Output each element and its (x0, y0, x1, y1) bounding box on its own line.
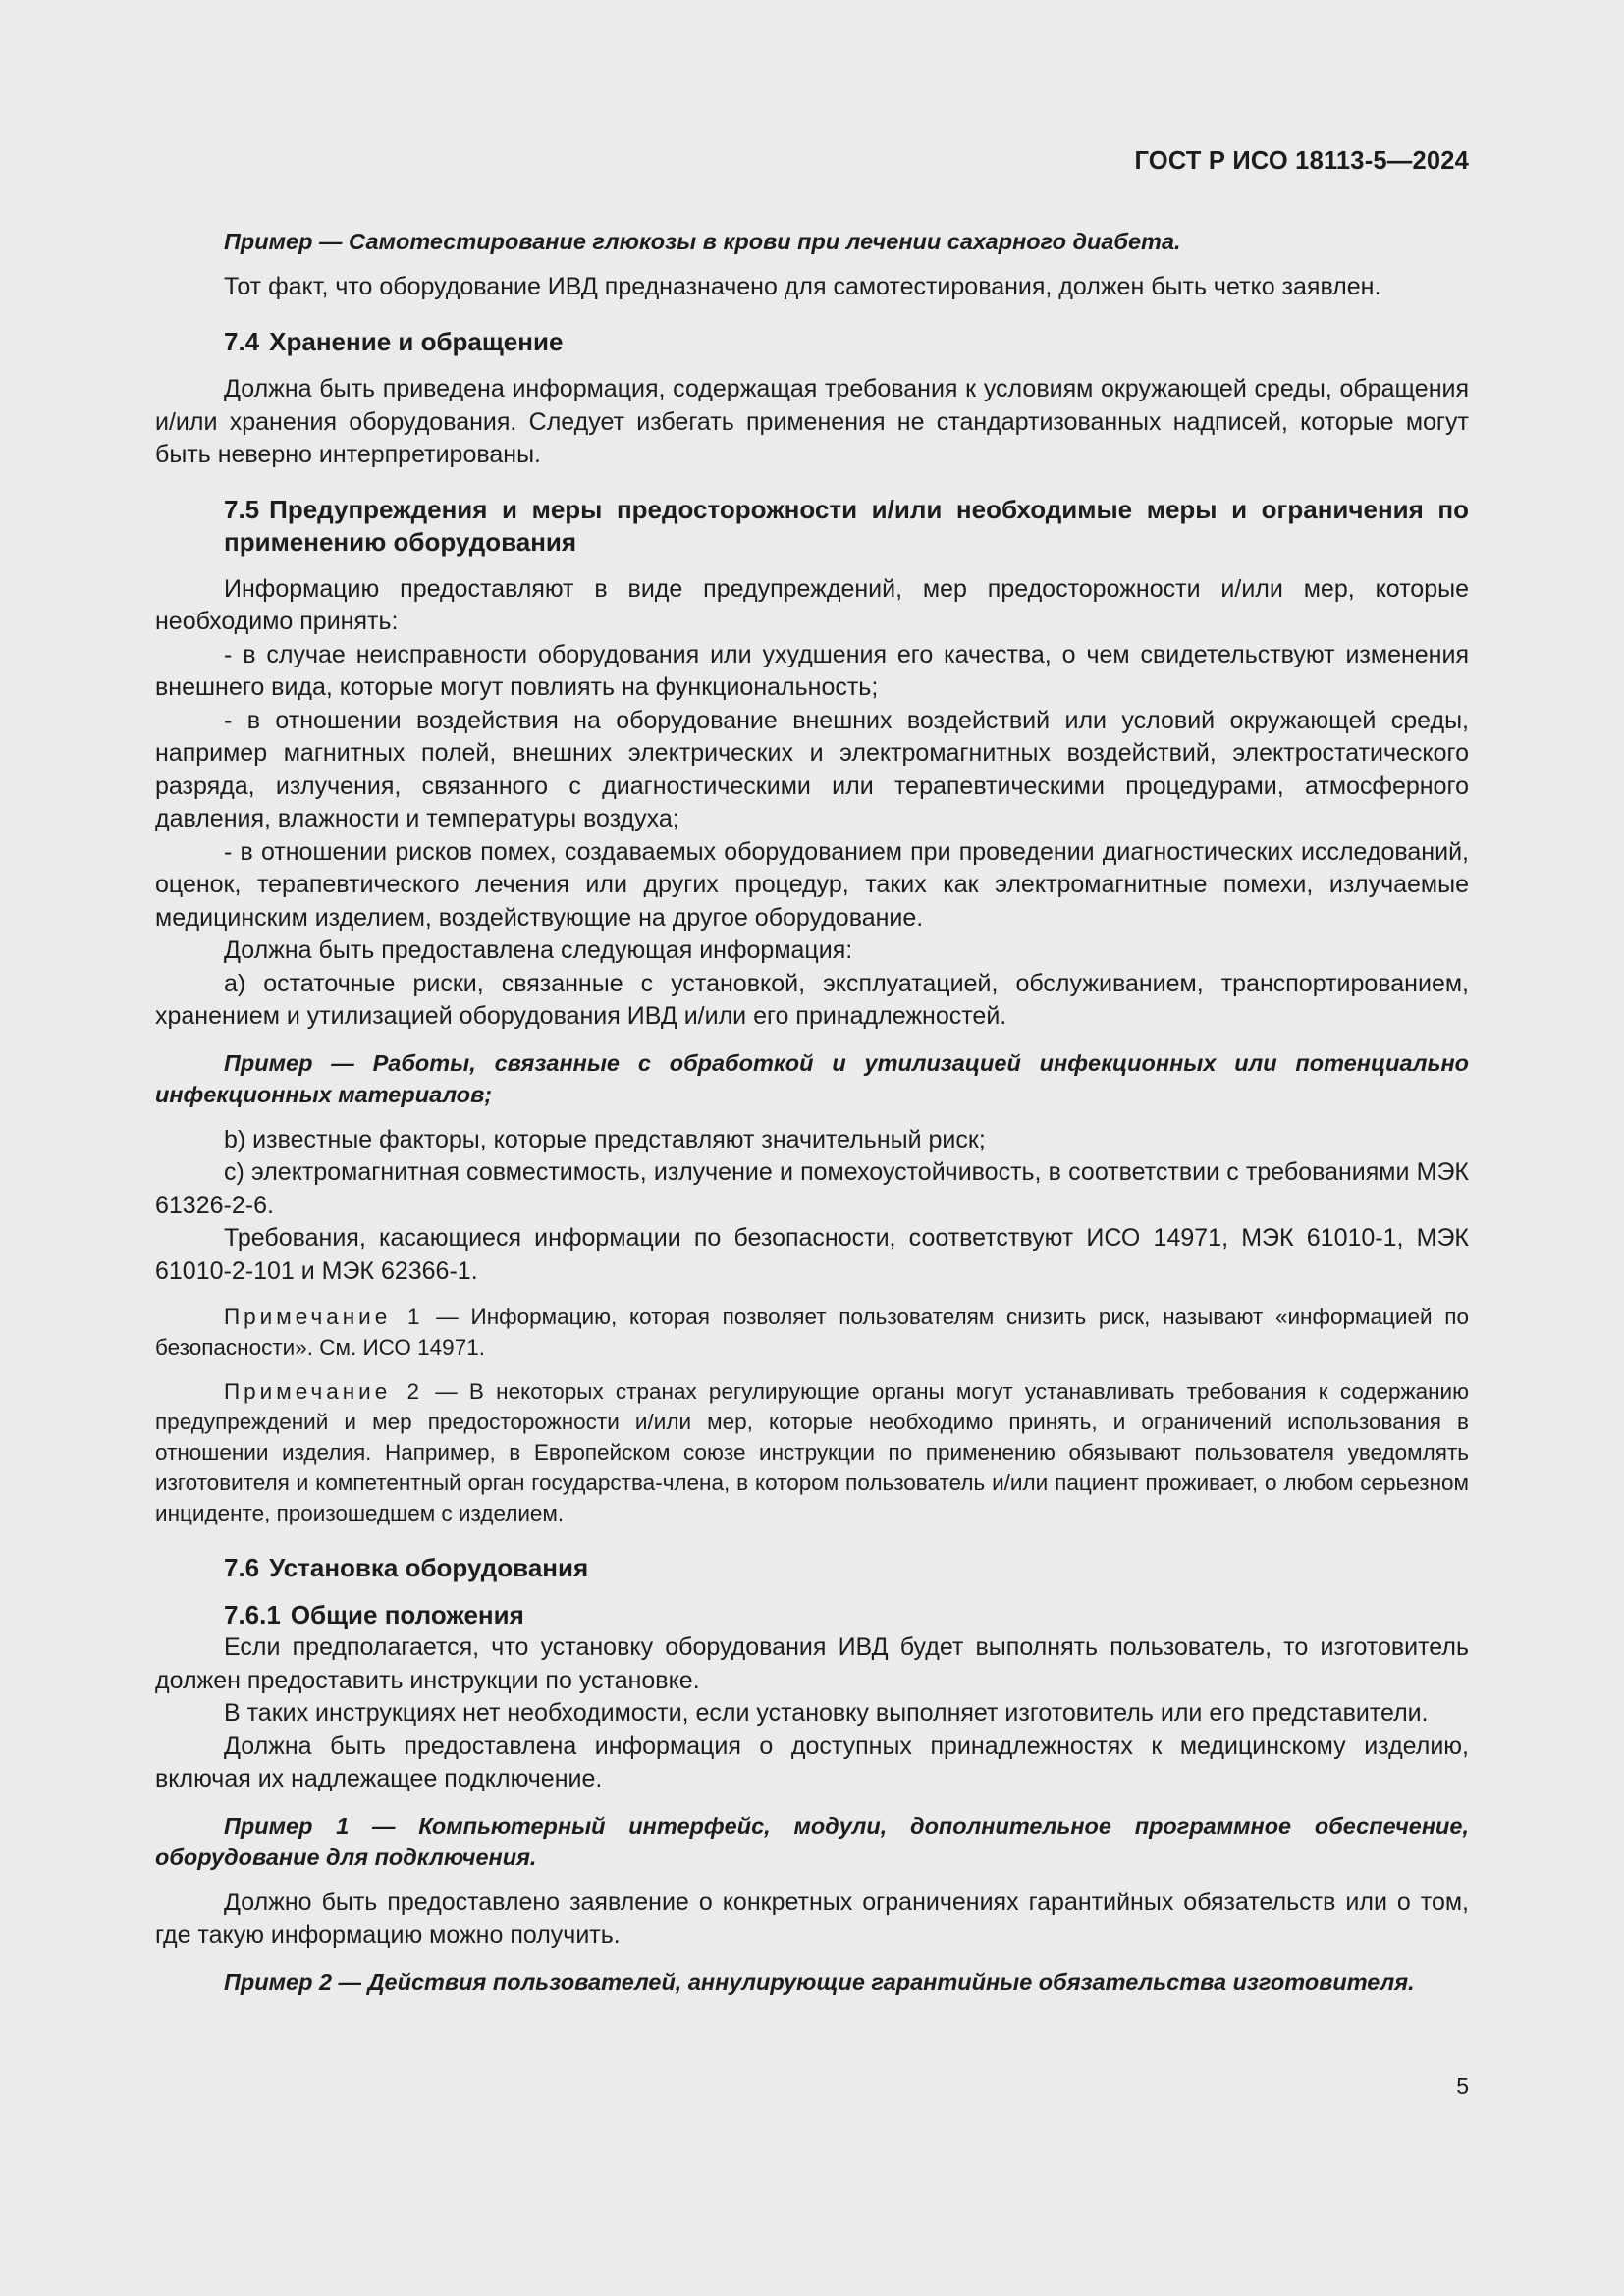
section-heading-7-5 (155, 494, 1469, 560)
section-number: 7.5 (224, 494, 260, 524)
example-infectious: Пример — Работы, связанные с обработкой и утилизацией инфекционных или потенциально инфекционных материалов; (155, 1049, 1469, 1107)
page-body (155, 145, 1469, 1998)
list-item-b: b) известные факторы, которые представляют значительный риск; (224, 1125, 986, 1153)
note-text: — В некоторых странах регулирующие органы могут устанавливать требования к содержанию предупреждений и мер предосторожности и/или мер, которые необходимо принять, и ограничений использования в отношении изделия. Например, в Европейском союзе инструкции по применению обязывают пользователя уведомлять изготовителя и компетентный орган государства-члена, в котором пользователь и/или пациент проживает, о любом серьезном инциденте, произошедшем с изделием. (155, 1379, 1469, 1525)
paragraph-installation: Если предполагается, что установку оборудования ИВД будет выполнять пользователь, то изготовитель должен предоставить инструкции по установке. (155, 1633, 1469, 1694)
note-2 (155, 1376, 1469, 1528)
list-item-a: а) остаточные риски, связанные с установкой, эксплуатацией, обслуживанием, транспортированием, хранением и утилизацией оборудования ИВД и/или его принадлежностей. (155, 969, 1469, 1030)
paragraph-info: Должна быть предоставлена следующая информация: (224, 936, 853, 964)
paragraph-storage: Должна быть приведена информация, содержащая требования к условиям окружающей среды, обращения и/или хранения оборудования. Следует избегать применения не стандартизованных надписей, которые могут быть неверно интерпретированы. (155, 375, 1469, 468)
section-number: 7.4 (224, 326, 260, 356)
section-title: Предупреждения и меры предосторожности и/или необходимые меры и ограничения по применению оборудования (224, 494, 1469, 557)
list-item: - в отношении воздействия на оборудование внешних воздействий или условий окружающей среды, например магнитных полей, внешних электрических и электромагнитных воздействий, электростатического разряда, излучения, связанного с диагностическими или терапевтическими процедурами, атмосферного давления, влажности и температуры воздуха; (155, 706, 1469, 832)
list-item: - в отношении рисков помех, создаваемых оборудованием при проведении диагностических исследований, оценок, терапевтического лечения или других процедур, таких как электромагнитные помехи, излучаемые медицинским изделием, воздействующие на другое оборудование. (155, 837, 1469, 932)
section-number: 7.6.1 (224, 1599, 281, 1629)
section-title: Установка оборудования (269, 1553, 589, 1582)
note-label: Примечание 1 (224, 1305, 424, 1329)
section-number: 7.6 (224, 1553, 260, 1582)
list-item: - в случае неисправности оборудования или ухудшения его качества, о чем свидетельствуют изменения внешнего вида, которые могут повлиять на функциональность; (155, 640, 1469, 701)
note-1 (155, 1302, 1469, 1362)
paragraph-accessories: Должна быть предоставлена информация о доступных принадлежностях к медицинскому изделию, включая их надлежащее подключение. (155, 1732, 1469, 1792)
note-label: Примечание 2 (224, 1379, 423, 1404)
section-heading-7-6-1 (155, 1599, 1469, 1632)
section-heading-7-6 (155, 1552, 1469, 1585)
example-2: Пример 2 — Действия пользователей, аннулирующие гарантийные обязательства изготовителя. (224, 1968, 1415, 1995)
paragraph-warranty: Должно быть предоставлено заявление о конкретных ограничениях гарантийных обязательств или о том, где такую информацию можно получить. (155, 1888, 1469, 1949)
page-number: 5 (1456, 2073, 1469, 2099)
section-heading-7-4 (155, 326, 1469, 359)
paragraph-self-testing: Тот факт, что оборудование ИВД предназначено для самотестирования, должен быть четко заявлен. (224, 273, 1381, 300)
section-title: Хранение и обращение (269, 326, 564, 356)
paragraph-requirements: Требования, касающиеся информации по безопасности, соответствуют ИСО 14971, МЭК 61010-1, МЭК 61010-2-101 и МЭК 62366-1. (155, 1224, 1469, 1285)
paragraph-installation-manufacturer: В таких инструкциях нет необходимости, если установку выполняет изготовитель или его представители. (224, 1699, 1429, 1727)
example-1: Пример 1 — Компьютерный интерфейс, модули, дополнительное программное обеспечение, оборудование для подключения. (155, 1812, 1469, 1870)
section-title: Общие положения (290, 1599, 524, 1629)
paragraph-warnings-intro: Информацию предоставляют в виде предупреждений, мер предосторожности и/или мер, которые необходимо принять: (155, 574, 1469, 635)
list-item-c: с) электромагнитная совместимость, излучение и помехоустойчивость, в соответствии с требованиями МЭК 61326-2-6. (155, 1158, 1469, 1219)
note-text: — Информацию, которая позволяет пользователям снизить риск, называют «информацией по безопасности». См. ИСО 14971. (155, 1305, 1469, 1360)
document-code: ГОСТ Р ИСО 18113-5—2024 (1134, 147, 1469, 175)
example-glucose: Пример — Самотестирование глюкозы в крови при лечении сахарного диабета. (224, 229, 1181, 254)
